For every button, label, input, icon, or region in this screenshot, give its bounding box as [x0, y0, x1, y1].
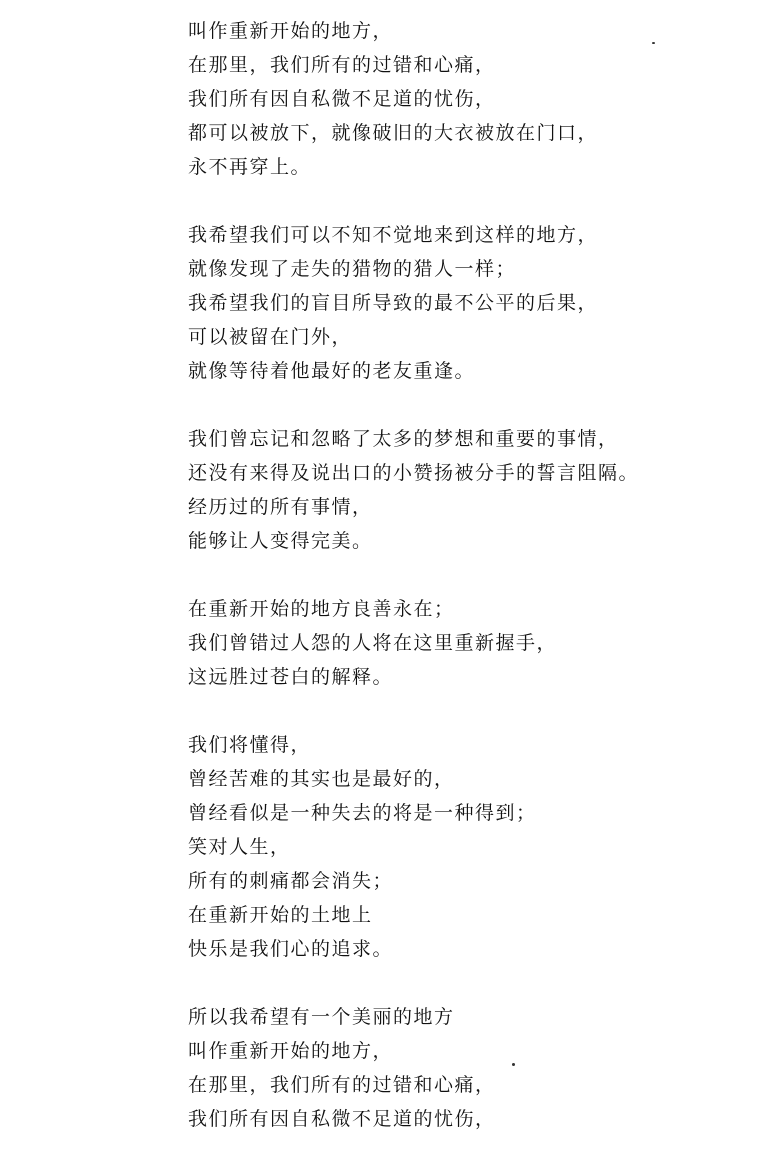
poem-line: 我们曾错过人怨的人将在这里重新握手， [188, 632, 558, 654]
poem-line: 我希望我们的盲目所导致的最不公平的后果， [188, 292, 599, 314]
poem-line: 永不再穿上。 [188, 156, 312, 178]
poem-line: 经历过的所有事情， [188, 496, 373, 518]
stanza-gap [188, 388, 728, 422]
poem-line: 就像发现了走失的猎物的猎人一样； [188, 258, 517, 280]
stanza-gap [188, 184, 728, 218]
stanza-4 [188, 592, 728, 694]
stanza-gap [188, 558, 728, 592]
poem-line: 我们将懂得， [188, 734, 312, 756]
scan-speck [652, 42, 655, 44]
poem-line: 在那里，我们所有的过错和心痛， [188, 1074, 496, 1096]
poem-line: 能够让人变得完美。 [188, 530, 373, 552]
poem-line: 所有的刺痛都会消失； [188, 870, 394, 892]
poem-line: 这远胜过苍白的解释。 [188, 666, 394, 688]
poem-line: 我们所有因自私微不足道的忧伤， [188, 1108, 496, 1130]
scan-speck [512, 1063, 515, 1066]
poem-body [188, 14, 728, 1136]
poem-line: 可以被留在门外， [188, 326, 353, 348]
poem-line: 所以我希望有一个美丽的地方 [188, 1006, 455, 1028]
poem-line: 我希望我们可以不知不觉地来到这样的地方， [188, 224, 599, 246]
poem-line: 快乐是我们心的追求。 [188, 938, 394, 960]
stanza-1 [188, 14, 728, 184]
poem-line: 笑对人生， [188, 836, 291, 858]
stanza-gap [188, 966, 728, 1000]
stanza-3 [188, 422, 728, 558]
poem-line: 叫作重新开始的地方， [188, 20, 394, 42]
poem-line: 都可以被放下，就像破旧的大衣被放在门口， [188, 122, 599, 144]
stanza-2 [188, 218, 728, 388]
poem-line: 叫作重新开始的地方， [188, 1040, 394, 1062]
stanza-6 [188, 1000, 728, 1136]
poem-line: 在重新开始的地方良善永在； [188, 598, 455, 620]
poem-line: 我们所有因自私微不足道的忧伤， [188, 88, 496, 110]
poem-line: 我们曾忘记和忽略了太多的梦想和重要的事情， [188, 428, 619, 450]
poem-line: 曾经看似是一种失去的将是一种得到； [188, 802, 537, 824]
stanza-5 [188, 728, 728, 966]
poem-line: 在重新开始的土地上 [188, 904, 373, 926]
poem-line: 在那里，我们所有的过错和心痛， [188, 54, 496, 76]
stanza-gap [188, 694, 728, 728]
poem-line: 就像等待着他最好的老友重逢。 [188, 360, 476, 382]
poem-line: 还没有来得及说出口的小赞扬被分手的誓言阻隔。 [188, 462, 640, 484]
poem-line: 曾经苦难的其实也是最好的， [188, 768, 455, 790]
